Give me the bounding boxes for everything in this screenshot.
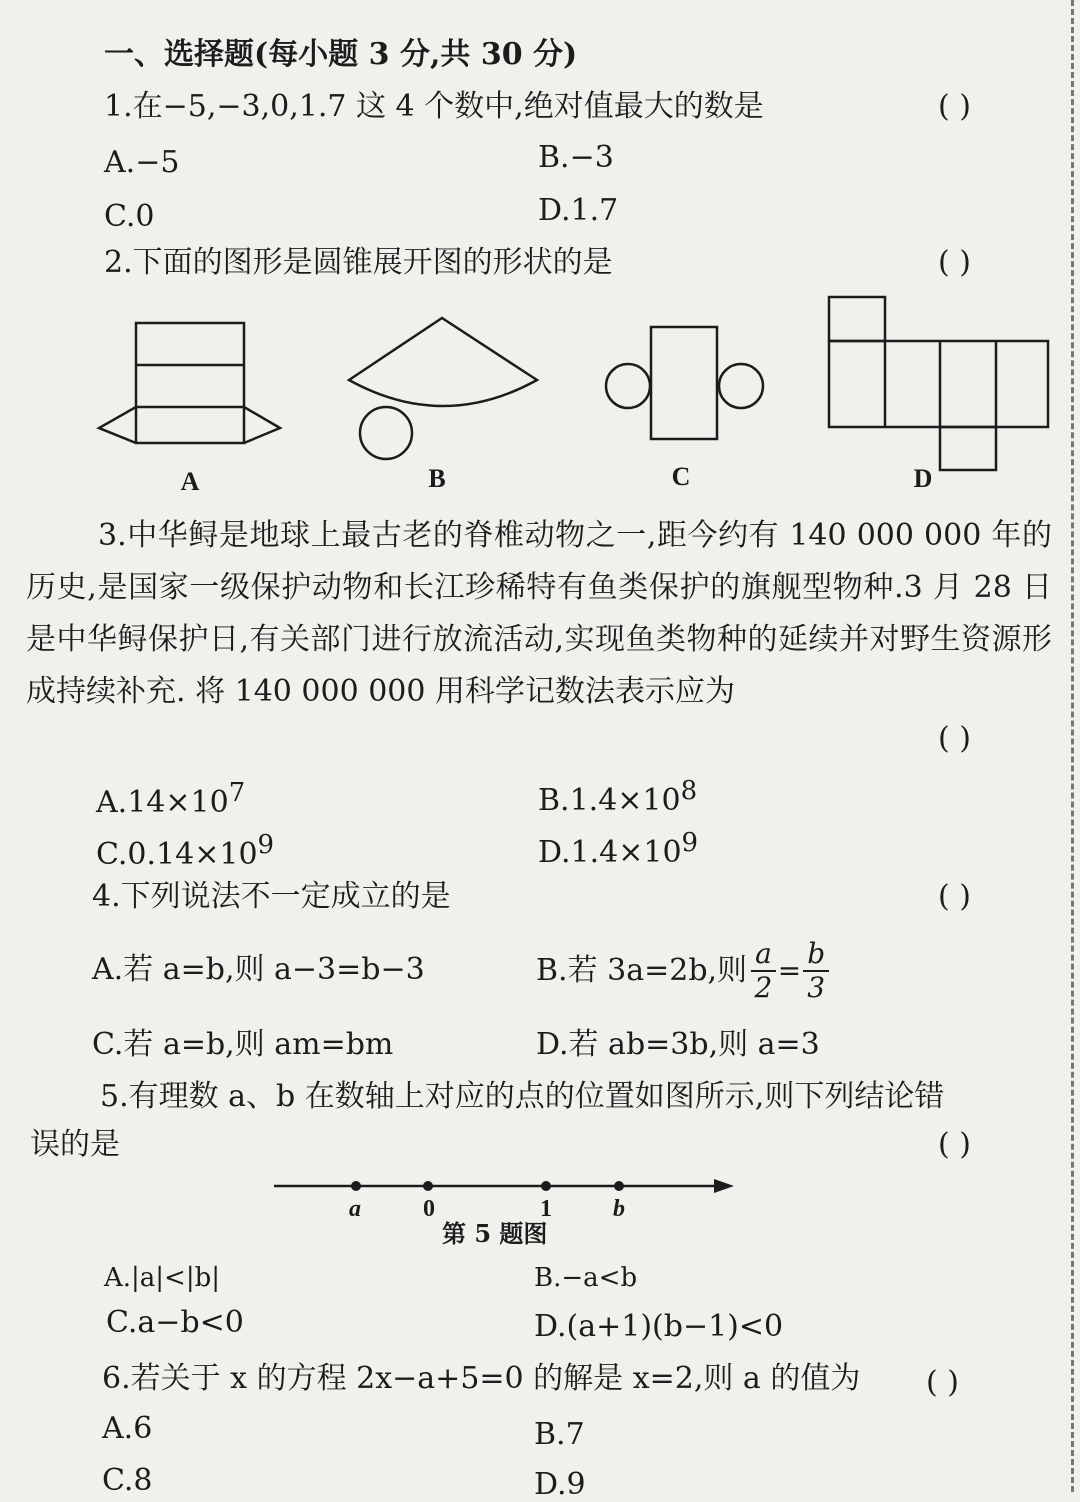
q3-answer-paren[interactable]: ( ) bbox=[938, 721, 971, 756]
q1-option-c[interactable]: C.0 bbox=[104, 199, 155, 234]
q5-option-c[interactable]: C.a−b<0 bbox=[106, 1305, 244, 1340]
q2-stem: 2.下面的图形是圆锥展开图的形状的是 bbox=[104, 245, 613, 280]
q5-answer-paren[interactable]: ( ) bbox=[938, 1127, 971, 1162]
q5-stem-line2: 误的是 bbox=[30, 1127, 120, 1162]
q6-option-c[interactable]: C.8 bbox=[102, 1463, 153, 1498]
figure-label-d: D bbox=[913, 464, 933, 493]
q3-stem: 3.中华鲟是地球上最古老的脊椎动物之一,距今约有 140 000 000 年的历史,是国家一级保护动物和长江珍稀特有鱼类保护的旗舰型物种.3 月 28 日是中华鲟保护日,有关部门进行放流活动,实现鱼类物种的延续并对野生资源形成持续补充. 将 140 000 000 用科学记数法表示应为 bbox=[26, 518, 1052, 709]
point-1 bbox=[541, 1181, 551, 1191]
q4-answer-paren[interactable]: ( ) bbox=[938, 879, 971, 914]
point-0 bbox=[423, 1181, 433, 1191]
q4-stem: 4.下列说法不一定成立的是 bbox=[92, 879, 451, 914]
axis-label-0: 0 bbox=[423, 1196, 435, 1222]
point-a bbox=[351, 1181, 361, 1191]
q4-option-c[interactable]: C.若 a=b,则 am=bm bbox=[92, 1027, 394, 1062]
q3-option-d[interactable]: $D.1.4\times 10^9$ bbox=[538, 828, 699, 870]
q6-stem: 6.若关于 x 的方程 2x−a+5=0 的解是 x=2,则 a 的值为 bbox=[102, 1361, 861, 1396]
q1-answer-paren[interactable]: ( ) bbox=[938, 89, 971, 124]
q3-option-a[interactable]: $A.14\times 10^7$ bbox=[96, 778, 246, 820]
q5-figure-caption: 第 5 题图 bbox=[442, 1219, 548, 1248]
q5-option-a[interactable]: A.|a|<|b| bbox=[104, 1263, 221, 1293]
figure-label-b: B bbox=[428, 464, 446, 493]
q6-answer-paren[interactable]: ( ) bbox=[926, 1365, 959, 1400]
q4-option-d[interactable]: D.若 ab=3b,则 a=3 bbox=[536, 1027, 820, 1062]
q5-option-b[interactable]: B.−a<b bbox=[534, 1263, 638, 1293]
q1-option-b[interactable]: B.−3 bbox=[538, 140, 614, 175]
q1-stem: 1.在−5,−3,0,1.7 这 4 个数中,绝对值最大的数是 bbox=[104, 89, 764, 124]
fraction-a-over-2: $\frac{a}{2}$ bbox=[751, 938, 776, 1004]
axis-label-1: 1 bbox=[540, 1196, 552, 1222]
q4-option-a[interactable]: A.若 a=b,则 a−3=b−3 bbox=[92, 952, 425, 987]
figure-label-c: C bbox=[671, 462, 691, 491]
q5-option-d[interactable]: D.(a+1)(b−1)<0 bbox=[534, 1309, 784, 1344]
q6-option-d[interactable]: D.9 bbox=[534, 1467, 586, 1502]
axis-label-a: a bbox=[349, 1196, 361, 1222]
section-title: 一、选择题(每小题 3 分,共 30 分) bbox=[104, 37, 578, 72]
q2-answer-paren[interactable]: ( ) bbox=[938, 245, 971, 280]
q4-option-b[interactable]: B.若 3a=2b,则 $\frac{a}{2}$ = $\frac{b}{3}$ bbox=[536, 938, 829, 1004]
q1-option-d[interactable]: D.1.7 bbox=[538, 193, 619, 228]
point-b bbox=[614, 1181, 624, 1191]
q6-option-a[interactable]: A.6 bbox=[102, 1411, 153, 1446]
fraction-b-over-3: $\frac{b}{3}$ bbox=[803, 938, 829, 1004]
q6-option-b[interactable]: B.7 bbox=[534, 1417, 585, 1452]
figure-label-a: A bbox=[180, 467, 200, 496]
q3-option-b[interactable]: $B.1.4\times 10^8$ bbox=[538, 776, 698, 818]
number-line-arrow-icon bbox=[714, 1179, 734, 1193]
axis-label-b: b bbox=[613, 1196, 625, 1222]
q5-stem-line1: 5.有理数 a、b 在数轴上对应的点的位置如图所示,则下列结论错 bbox=[100, 1079, 945, 1114]
q1-option-a[interactable]: A.−5 bbox=[104, 145, 180, 180]
q3-option-c[interactable]: $C.0.14\times 10^9$ bbox=[96, 830, 275, 872]
